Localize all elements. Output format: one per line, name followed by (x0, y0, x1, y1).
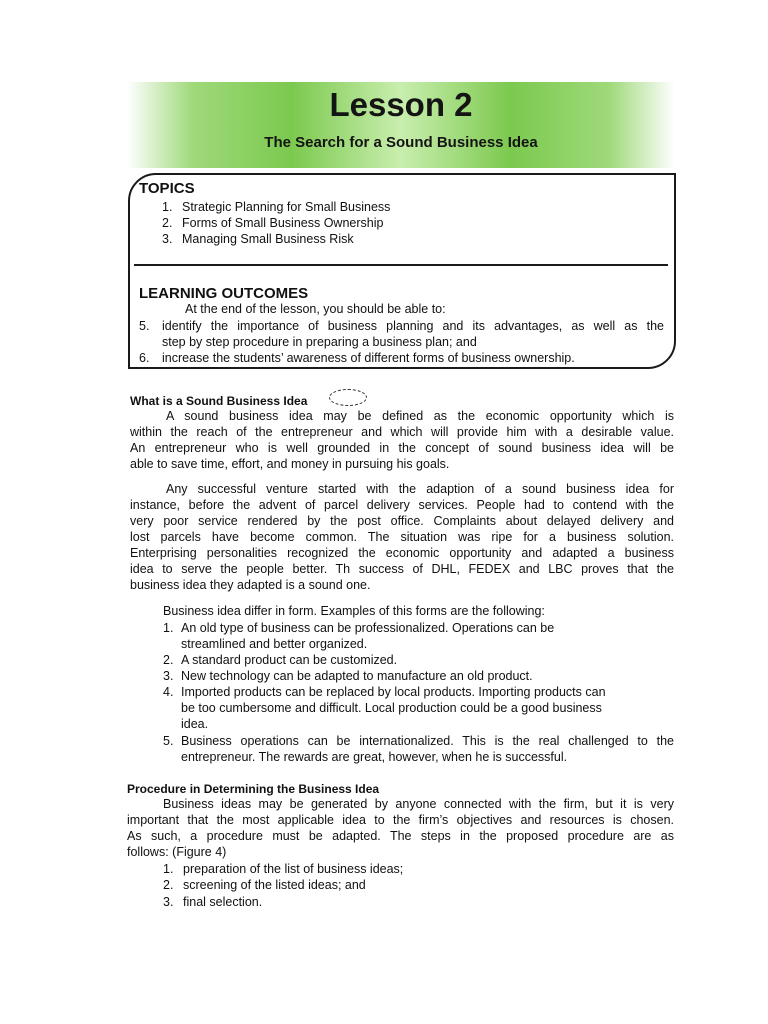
list-item-line: Business operations can be internationalized. This is the real challenged to the (181, 734, 674, 748)
paragraph-line: follows: (Figure 4) (127, 845, 227, 859)
step-item: 2. screening of the listed ideas; and (163, 878, 366, 892)
paragraph-line: Any successful venture started with the adaption of a sound business idea for (166, 482, 674, 496)
list-item-line: An old type of business can be professionalized. Operations can be (181, 621, 555, 635)
paragraph-line: As such, a procedure must be adapted. The steps in the proposed procedure are as (127, 829, 674, 843)
list-item-line: idea. (181, 717, 209, 731)
topic-item: 2. Forms of Small Business Ownership (162, 216, 384, 230)
list-item-line: Imported products can be replaced by local products. Importing products can (181, 685, 606, 699)
outcomes-intro: At the end of the lesson, you should be able to: (185, 302, 446, 316)
list-item-num: 1. (163, 621, 174, 635)
list-intro: Business idea differ in form. Examples of this forms are the following: (163, 604, 545, 618)
lesson-subtitle: The Search for a Sound Business Idea (264, 134, 538, 151)
paragraph-line: very poor service rendered by the post office. Complaints about delayed delivery and (130, 514, 674, 528)
list-item-line: streamlined and better organized. (181, 637, 368, 651)
dashed-oval-mark (329, 389, 367, 406)
outcome-item-line: increase the students’ awareness of different forms of business ownership. (162, 351, 575, 365)
paragraph-line: idea to serve the people better. Th success of DHL, FEDEX and LBC proves that the (130, 562, 674, 576)
paragraph-line: business idea they adapted is a sound one. (130, 578, 371, 592)
list-item-num: 2. (163, 653, 174, 667)
section-heading: Procedure in Determining the Business Idea (127, 782, 380, 796)
list-item-line: A standard product can be customized. (181, 653, 398, 667)
topics-heading: TOPICS (139, 180, 195, 197)
list-item-line: entrepreneur. The rewards are great, however, when he is successful. (181, 750, 568, 764)
topic-item: 1. Strategic Planning for Small Business (162, 200, 391, 214)
topic-item: 3. Managing Small Business Risk (162, 232, 354, 246)
lesson-banner (127, 82, 675, 168)
outcome-item-line: identify the importance of business planning and its advantages, as well as the (162, 319, 664, 333)
paragraph-line: within the reach of the entrepreneur and which will provide him with a desirable value. (130, 425, 674, 439)
paragraph-line: lost parcels have become common. The situation was ripe for a business solution. (130, 530, 674, 544)
outcomes-heading: LEARNING OUTCOMES (139, 285, 309, 302)
list-item-line: New technology can be adapted to manufacture an old product. (181, 669, 533, 683)
outcome-item-line: step by step procedure in preparing a business plan; and (162, 335, 477, 349)
list-item-num: 4. (163, 685, 174, 699)
outcome-item-num: 6. (139, 351, 150, 365)
section-heading: What is a Sound Business Idea (130, 394, 308, 408)
paragraph-line: able to save time, effort, and money in pursuing his goals. (130, 457, 450, 471)
paragraph-line: An entrepreneur who is well grounded in the concept of sound business idea will be (130, 441, 674, 455)
outcome-item-num: 5. (139, 319, 150, 333)
step-item: 3. final selection. (163, 895, 263, 909)
step-item: 1. preparation of the list of business ideas; (163, 862, 404, 876)
list-item-line: be too cumbersome and difficult. Local production could be a good business (181, 701, 602, 715)
paragraph-line: A sound business idea may be defined as the economic opportunity which is (166, 409, 674, 423)
paragraph-line: important that the most applicable idea to the firm’s objectives and resources is chosen. (127, 813, 674, 827)
list-item-num: 3. (163, 669, 174, 683)
box-divider (134, 264, 668, 266)
list-item-num: 5. (163, 734, 174, 748)
paragraph-line: Enterprising personalities recognized the economic opportunity and adapted a business (130, 546, 674, 560)
paragraph-line: Business ideas may be generated by anyone connected with the firm, but it is very (163, 797, 674, 811)
paragraph-line: instance, before the advent of parcel delivery services. People had to contend with the (130, 498, 674, 512)
lesson-title: Lesson 2 (329, 86, 473, 123)
